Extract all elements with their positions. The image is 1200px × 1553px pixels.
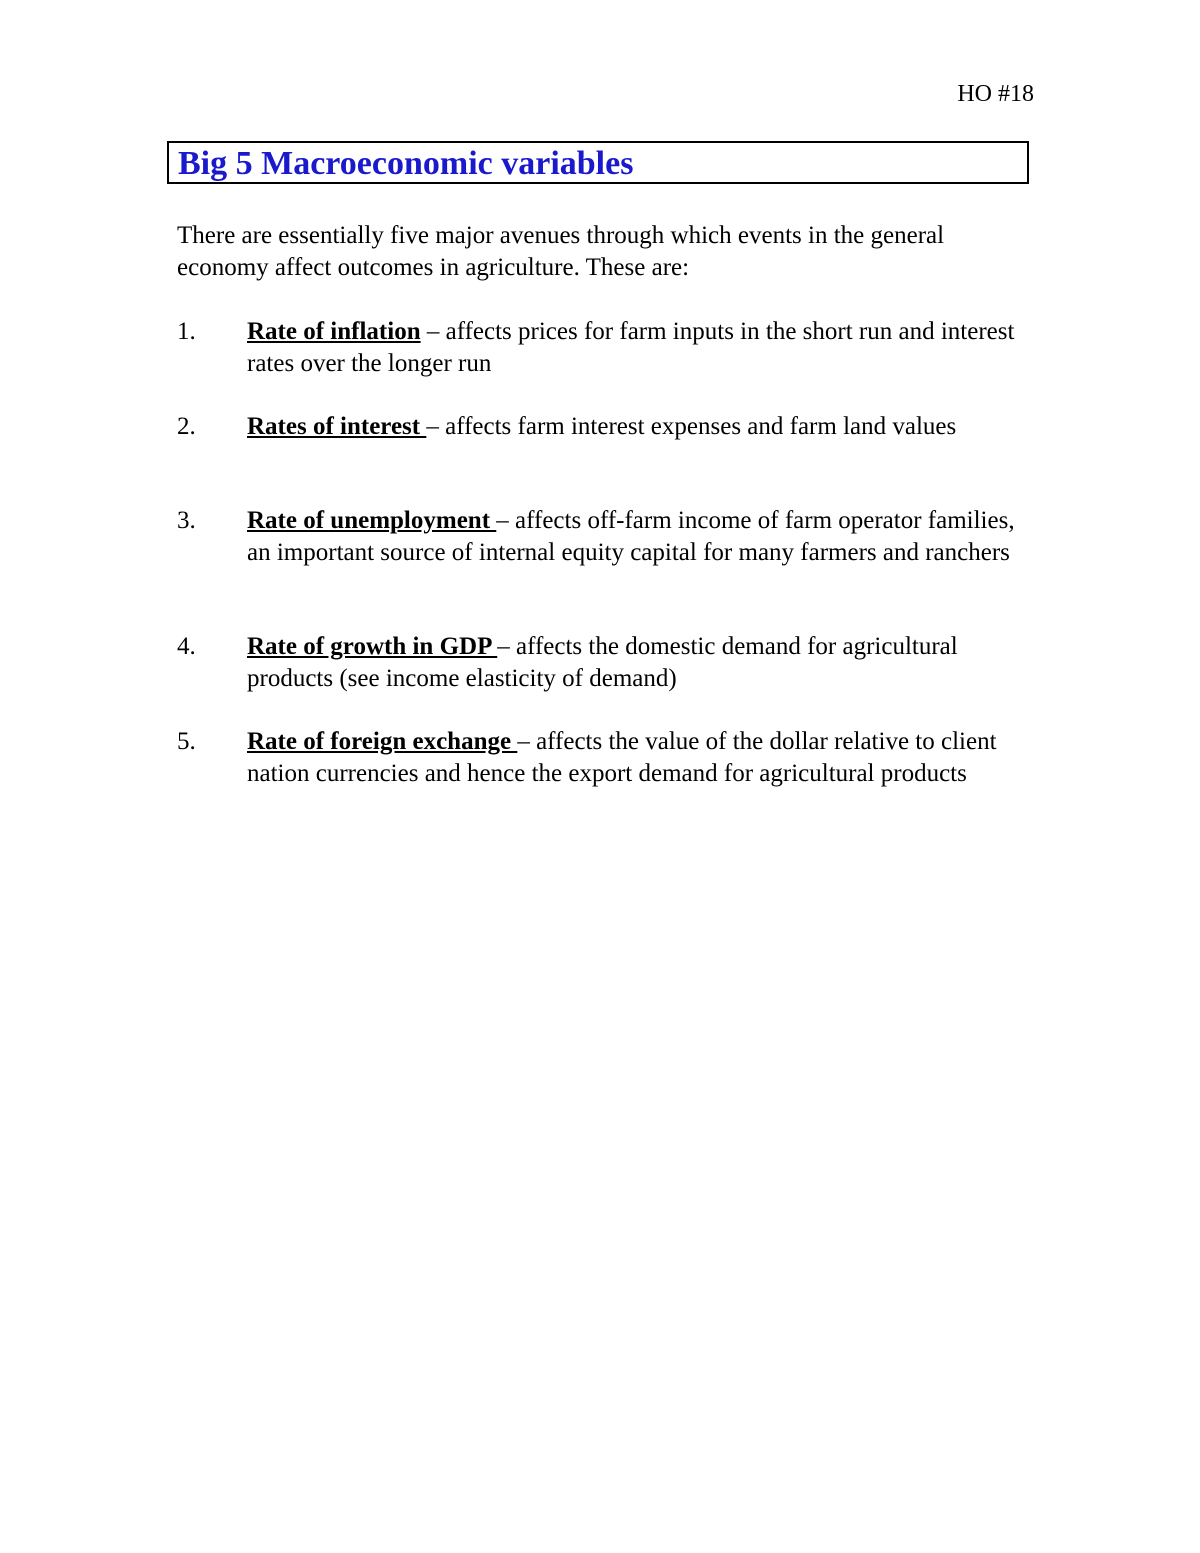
list-item-number: 4. — [177, 633, 196, 660]
list-item-number: 3. — [177, 507, 196, 534]
list-item-number: 5. — [177, 728, 196, 755]
list-item-term: Rates of interest — [247, 413, 427, 440]
list-item-body — [247, 316, 1037, 380]
list-item-term: Rate of growth in GDP — [247, 633, 498, 660]
list-item-term: Rate of foreign exchange — [247, 728, 518, 755]
list-item-body — [247, 505, 1037, 569]
list-item-body — [247, 411, 1037, 443]
intro-paragraph: There are essentially five major avenues through which events in the general economy affect outcomes in agriculture. These are: — [177, 222, 945, 281]
handout-number: HO #18 — [957, 81, 1034, 107]
list-item-body — [247, 726, 1037, 790]
list-item-number: 1. — [177, 318, 196, 345]
list-item-number: 2. — [177, 413, 196, 440]
list-item-term: Rate of inflation — [247, 318, 421, 345]
list-item-description: – affects the value of the dollar relative to client nation currencies and hence the export demand for agricultural products — [247, 728, 997, 787]
list-item-body — [247, 631, 1037, 695]
list-item-description: – affects prices for farm inputs in the short run and interest rates over the longer run — [247, 318, 1015, 377]
list-item-description: – affects the domestic demand for agricultural products (see income elasticity of demand) — [247, 633, 958, 692]
list-item-term: Rate of unemployment — [247, 507, 497, 534]
title-box — [167, 141, 1029, 184]
page-title: Big 5 Macroeconomic variables — [178, 145, 634, 182]
list-item-description: – affects farm interest expenses and farm land values — [426, 413, 957, 440]
list-item-description: – affects off-farm income of farm operator families, an important source of internal equity capital for many farmers and ranchers — [247, 507, 1015, 566]
